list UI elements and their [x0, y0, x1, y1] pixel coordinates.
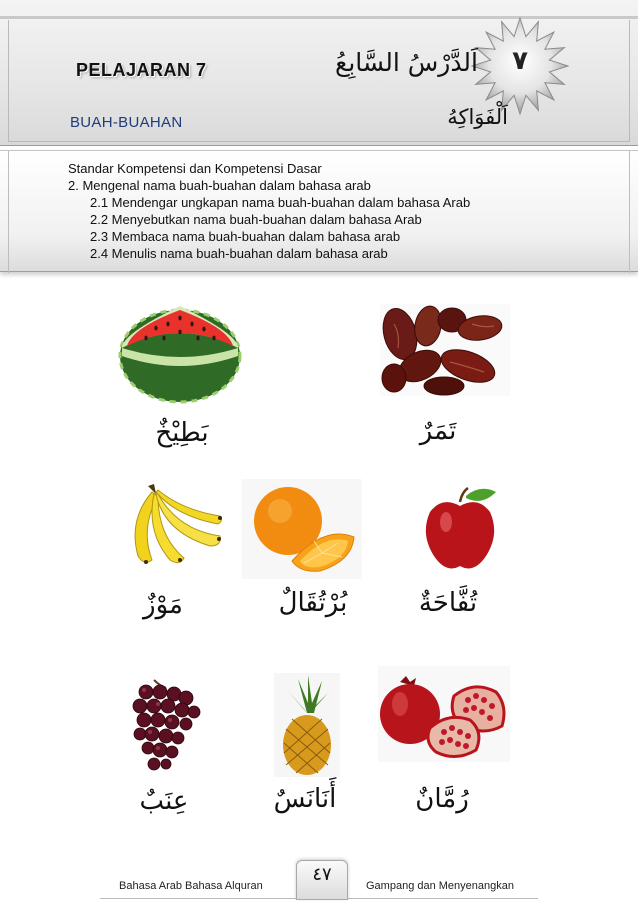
fruit-word-pomegranate: رُمَّانٌ — [415, 784, 469, 814]
topic-label: BUAH-BUAHAN — [70, 114, 183, 131]
fruit-word-pineapple: أَنَانَسٌ — [273, 784, 337, 814]
pomegranate-icon — [378, 666, 510, 762]
banana-icon — [118, 480, 226, 570]
competency-item: 2.3 Membaca nama buah-buahan dalam bahasa arab — [90, 229, 401, 244]
competency-box — [0, 150, 638, 272]
fruit-word-orange: بُرْتُقَالٌ — [278, 588, 348, 618]
lesson-label: PELAJARAN 7 — [76, 60, 207, 80]
apple-icon — [422, 486, 500, 574]
page-number: ٤٧ — [312, 864, 332, 885]
fruit-word-dates: تَمَرٌ — [419, 416, 457, 446]
fruit-word-watermelon: بَطِيْخٌ — [155, 418, 209, 448]
competency-item: 2.2 Menyebutkan nama buah-buahan dalam bahasa Arab — [90, 212, 422, 227]
competency-heading: 2. Mengenal nama buah-buahan dalam bahasa arab — [68, 178, 371, 193]
fruit-word-banana: مَوْزٌ — [143, 590, 183, 620]
topic-arabic-title: اَلْفَوَاكِهُ — [447, 105, 508, 129]
footer-right-text: Gampang dan Menyenangkan — [366, 880, 514, 892]
footer-left-text: Bahasa Arab Bahasa Alquran — [119, 880, 263, 892]
fruit-word-apple: تُفَّاحَةٌ — [418, 588, 478, 618]
lesson-number: ٧ — [512, 46, 528, 76]
lesson-arabic-title: اَلدَّرْسُ السَّابِعُ — [335, 48, 478, 77]
dates-icon — [380, 304, 510, 396]
grapes-icon — [126, 676, 206, 776]
competency-title: Standar Kompetensi dan Kompetensi Dasar — [68, 161, 322, 176]
competency-item: 2.4 Menulis nama buah-buahan dalam bahasa arab — [90, 246, 388, 261]
watermelon-icon — [118, 298, 242, 404]
orange-icon — [242, 479, 362, 579]
competency-item: 2.1 Mendengar ungkapan nama buah-buahan dalam bahasa Arab — [90, 195, 471, 210]
fruit-word-grapes: عِنَبٌ — [139, 786, 189, 816]
pineapple-icon — [274, 673, 340, 777]
